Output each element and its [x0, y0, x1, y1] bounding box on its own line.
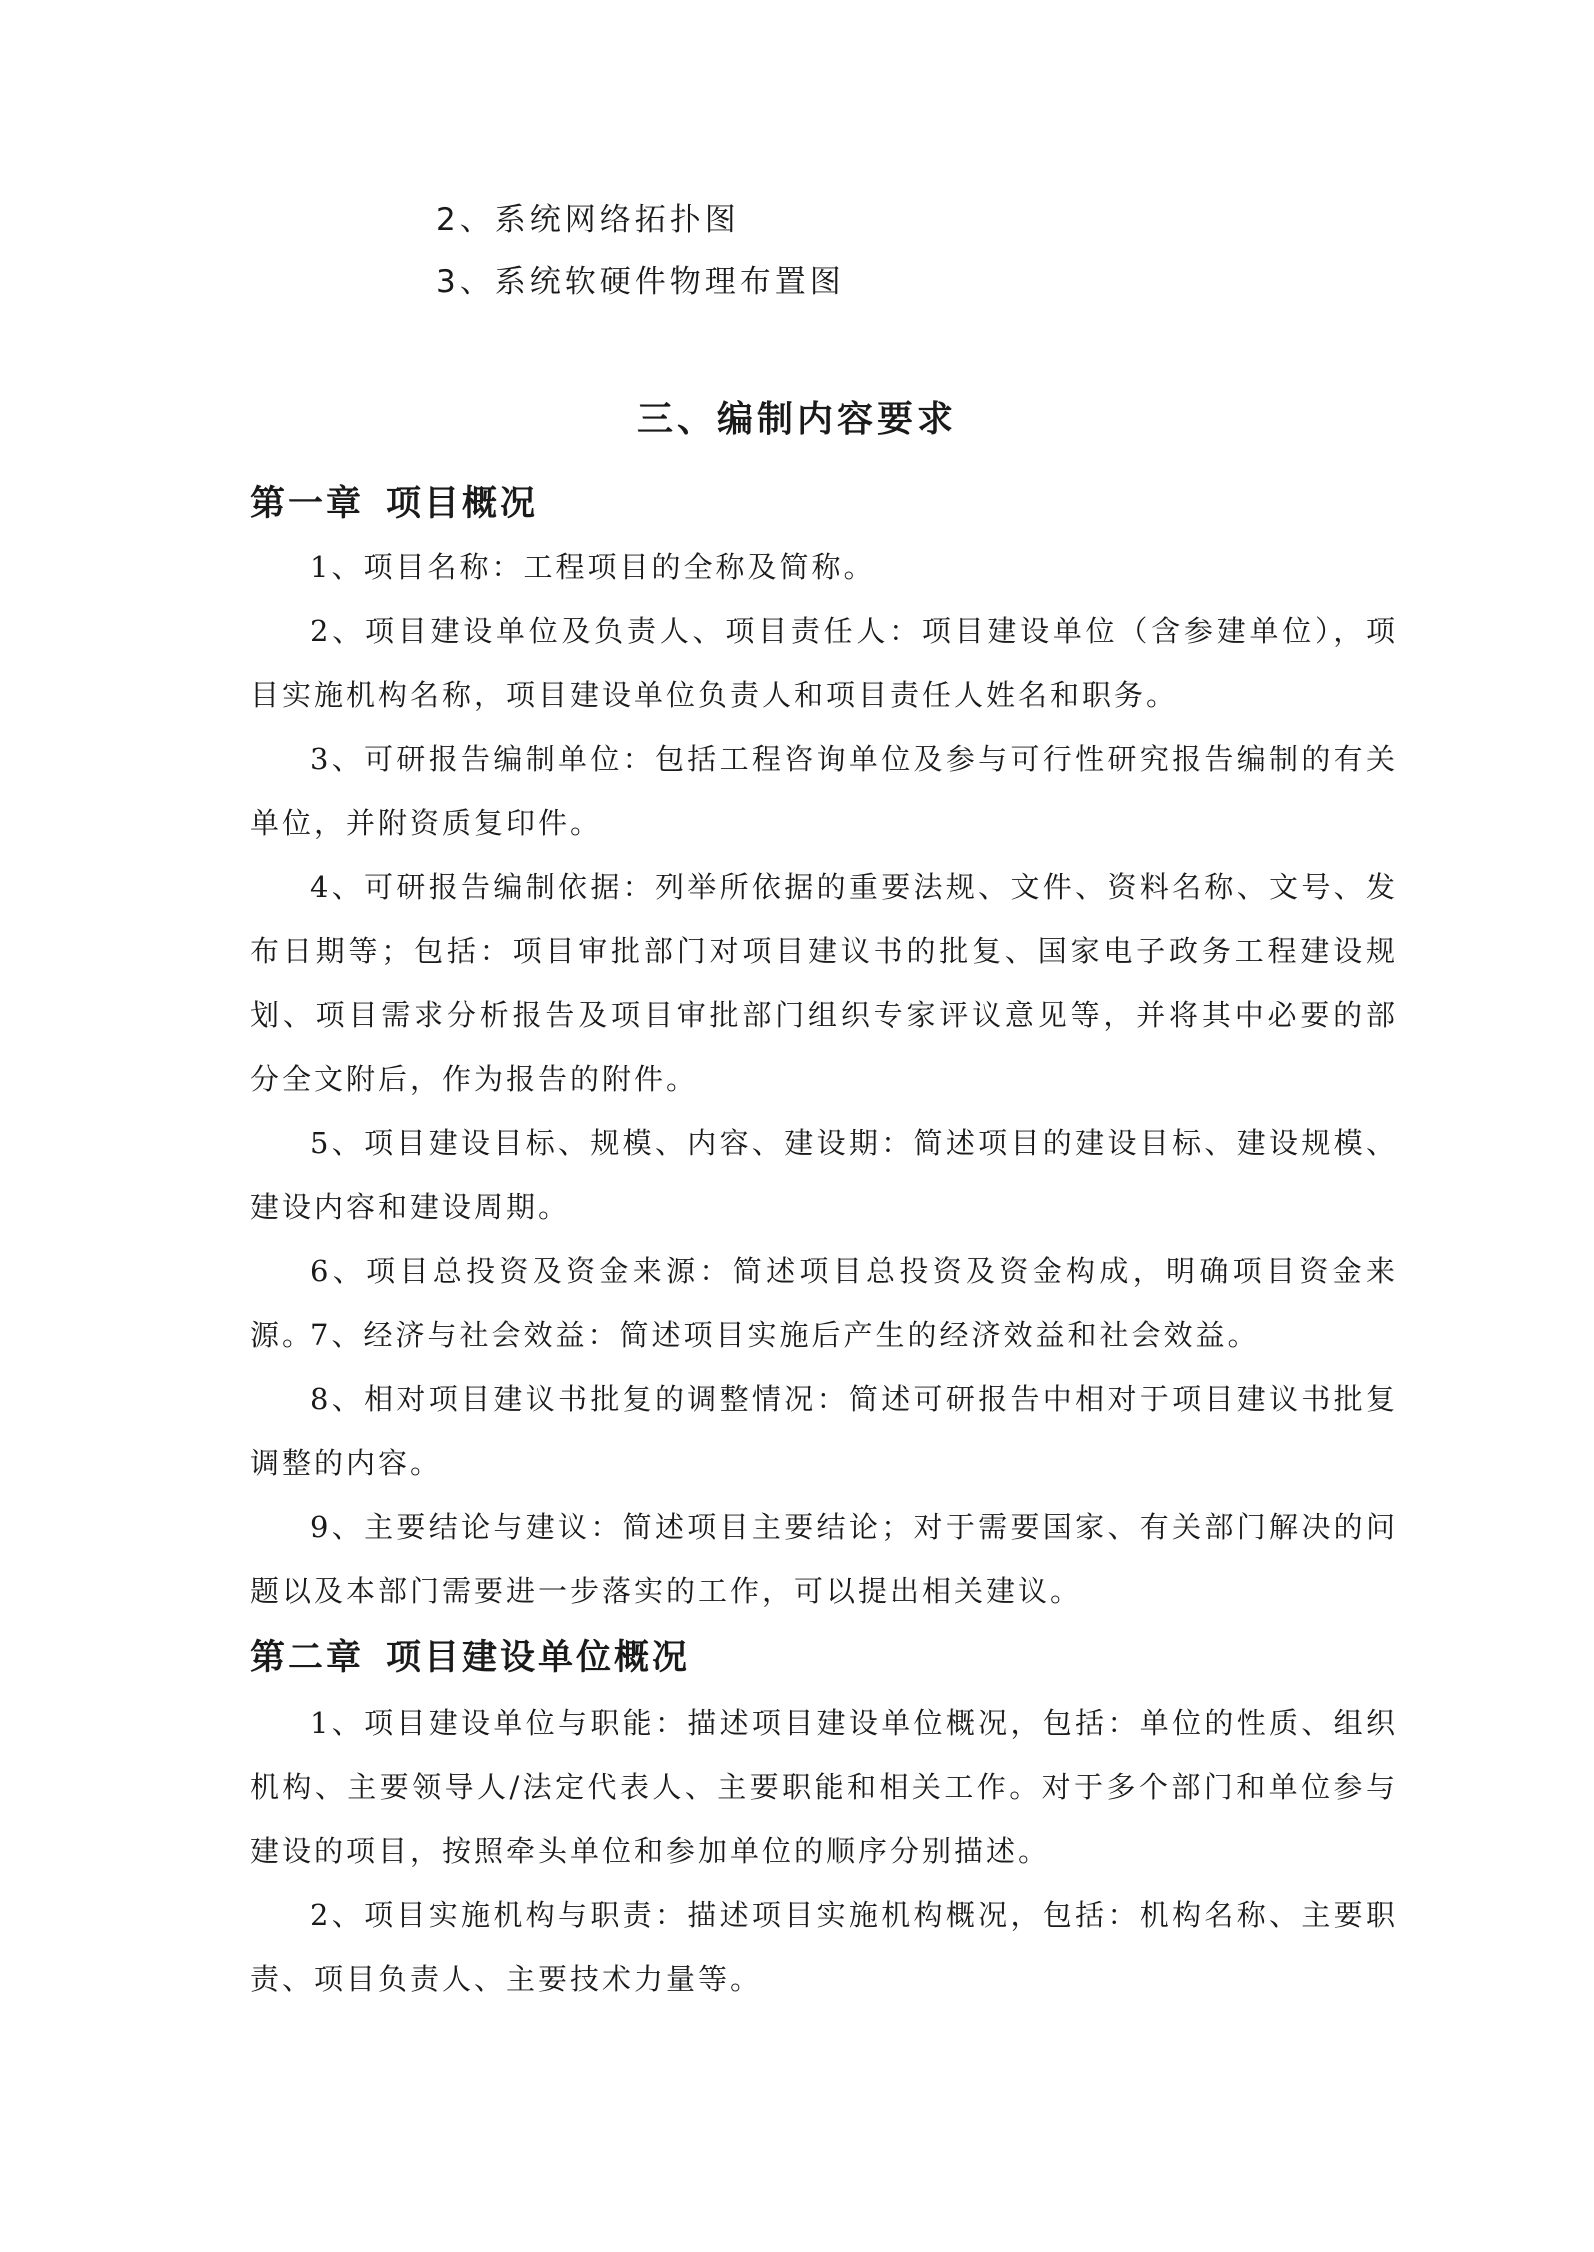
chapter-2-heading	[250, 1635, 690, 1681]
chapter-2-paragraph-1: 1、项目建设单位与职能：描述项目建设单位概况，包括：单位的性质、组织机构、主要领导人/法定代表人、主要职能和相关工作。对于多个部门和单位参与建设的项目，按照牵头单位和参加单位的顺序分别描述。	[250, 1706, 1398, 1868]
chapter-1-paragraph-6: 6、项目总投资及资金来源：简述项目总投资及资金构成，明确项目资金来源。	[250, 1254, 1398, 1352]
chapter-1-paragraph-1: 1、项目名称：工程项目的全称及简称。	[310, 550, 876, 584]
list-item-network-topology: 2、系统网络拓扑图	[436, 202, 740, 238]
chapter-1-paragraph-9: 9、主要结论与建议：简述项目主要结论；对于需要国家、有关部门解决的问题以及本部门需要进一步落实的工作，可以提出相关建议。	[250, 1510, 1398, 1608]
chapter-1-paragraph-8: 8、相对项目建议书批复的调整情况：简述可研报告中相对于项目建议书批复调整的内容。	[250, 1382, 1398, 1480]
chapter-2-paragraph-2: 2、项目实施机构与职责：描述项目实施机构概况，包括：机构名称、主要职责、项目负责人、主要技术力量等。	[250, 1898, 1398, 1996]
chapter-1-paragraph-4: 4、可研报告编制依据：列举所依据的重要法规、文件、资料名称、文号、发布日期等；包括：项目审批部门对项目建议书的批复、国家电子政务工程建设规划、项目需求分析报告及项目审批部门组织专家评议意见等，并将其中必要的部分全文附后，作为报告的附件。	[250, 870, 1398, 1096]
chapter-1-heading	[250, 481, 538, 527]
chapter-2-title: 项目建设单位概况	[386, 1638, 691, 1678]
chapter-1-title: 项目概况	[386, 484, 539, 524]
chapter-1-paragraph-3: 3、可研报告编制单位：包括工程咨询单位及参与可行性研究报告编制的有关单位，并附资质复印件。	[250, 742, 1398, 840]
chapter-1-paragraph-7: 7、经济与社会效益：简述项目实施后产生的经济效益和社会效益。	[310, 1318, 1260, 1352]
chapter-2-number: 第二章	[250, 1638, 365, 1678]
section-heading: 三、编制内容要求	[636, 399, 957, 440]
chapter-1-number: 第一章	[250, 484, 365, 524]
chapter-1-paragraph-2: 2、项目建设单位及负责人、项目责任人：项目建设单位（含参建单位），项目实施机构名称，项目建设单位负责人和项目责任人姓名和职务。	[250, 614, 1398, 712]
list-item-physical-layout: 3、系统软硬件物理布置图	[436, 264, 845, 300]
chapter-1-paragraph-5: 5、项目建设目标、规模、内容、建设期：简述项目的建设目标、建设规模、建设内容和建设周期。	[250, 1126, 1398, 1224]
